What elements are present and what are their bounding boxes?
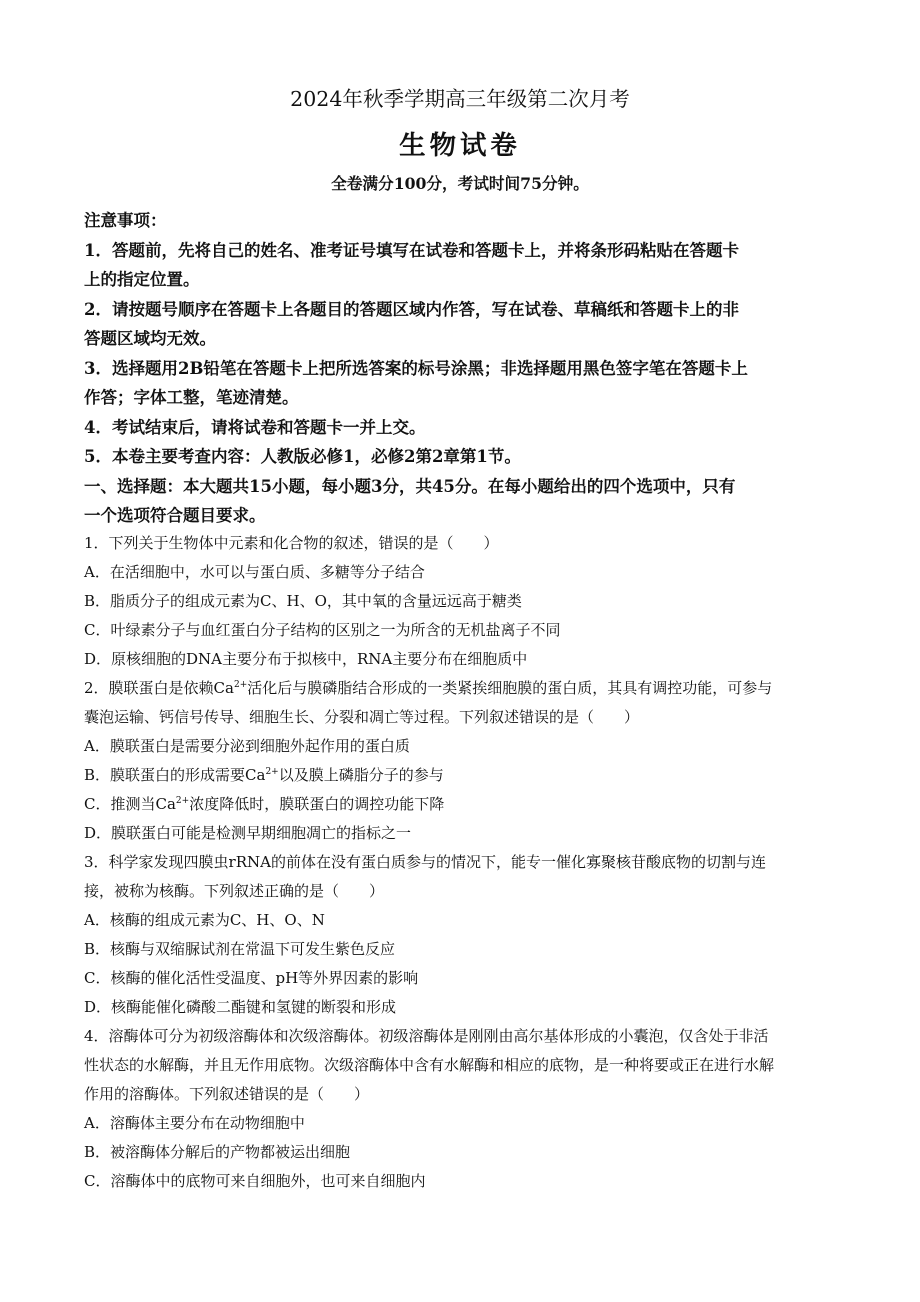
exam-title: 2024年秋季学期高三年级第二次月考 <box>290 87 630 111</box>
superscript: 2+ <box>265 767 279 777</box>
notes-line: 3．选择题用2B铅笔在答题卡上把所选答案的标号涂黑；非选择题用黑色签字笔在答题卡上 <box>84 359 748 378</box>
question-3-stem: 接，被称为核酶。下列叙述正确的是（ ） <box>84 882 385 900</box>
question-2-option-d: D．膜联蛋白可能是检测早期细胞凋亡的指标之一 <box>84 824 412 842</box>
exam-meta: 全卷满分100分，考试时间75分钟。 <box>331 174 589 193</box>
section-heading: 一、选择题：本大题共15小题，每小题3分，共45分。在每小题给出的四个选项中，只有 <box>84 477 736 496</box>
question-3-stem: 3．科学家发现四膜虫rRNA的前体在没有蛋白质参与的情况下，能专一催化寡聚核苷酸底物的切割与连 <box>84 853 766 871</box>
notes-line: 5．本卷主要考查内容：人教版必修1，必修2第2章第1节。 <box>84 447 521 466</box>
notes-line: 答题区域均无效。 <box>84 329 216 348</box>
superscript: 2+ <box>175 796 190 806</box>
superscript: 2+ <box>233 680 248 690</box>
notes-line: 作答；字体工整，笔迹清楚。 <box>84 388 299 407</box>
question-4-stem: 性状态的水解酶，并且无作用底物。次级溶酶体中含有水解酶和相应的底物，是一种将要或正在进行水解 <box>84 1056 775 1074</box>
question-1-option-d: D．原核细胞的DNA主要分布于拟核中，RNA主要分布在细胞质中 <box>84 650 528 668</box>
question-1-option-a: A．在活细胞中，水可以与蛋白质、多糖等分子结合 <box>84 563 425 581</box>
question-1-option-b: B．脂质分子的组成元素为C、H、O，其中氧的含量远远高于糖类 <box>84 592 522 610</box>
option-text: C．推测当Ca <box>84 795 176 813</box>
question-1-option-c: C．叶绿素分子与血红蛋白分子结构的区别之一为所含的无机盐离子不同 <box>84 621 561 639</box>
question-3-option-a: A．核酶的组成元素为C、H、O、N <box>84 911 325 929</box>
question-3-option-d: D．核酶能催化磷酸二酯键和氢键的断裂和形成 <box>84 998 397 1016</box>
question-2-stem <box>84 677 772 698</box>
question-3-option-c: C．核酶的催化活性受温度、pH等外界因素的影响 <box>84 969 419 987</box>
notes-line: 上的指定位置。 <box>84 270 200 289</box>
option-text: 以及膜上磷脂分子的参与 <box>278 766 444 784</box>
question-4-option-a: A．溶酶体主要分布在动物细胞中 <box>84 1114 305 1132</box>
notes-heading: 注意事项： <box>84 211 167 230</box>
question-2-option-a: A．膜联蛋白是需要分泌到细胞外起作用的蛋白质 <box>84 737 410 755</box>
question-2-option-b <box>84 764 444 785</box>
question-4-option-b: B．被溶酶体分解后的产物都被运出细胞 <box>84 1143 351 1161</box>
notes-line: 2．请按题号顺序在答题卡上各题目的答题区域内作答，写在试卷、草稿纸和答题卡上的非 <box>84 300 739 319</box>
question-4-stem: 4．溶酶体可分为初级溶酶体和次级溶酶体。初级溶酶体是刚刚由高尔基体形成的小囊泡，仅含处于非活 <box>84 1027 769 1045</box>
section-heading: 一个选项符合题目要求。 <box>84 506 266 525</box>
notes-line: 4．考试结束后，请将试卷和答题卡一并上交。 <box>84 418 426 437</box>
option-text: 浓度降低时，膜联蛋白的调控功能下降 <box>189 795 445 813</box>
question-4-option-c: C．溶酶体中的底物可来自细胞外，也可来自细胞内 <box>84 1172 426 1190</box>
stem-text: 2．膜联蛋白是依赖Ca <box>84 679 234 697</box>
notes-line: 1．答题前，先将自己的姓名、准考证号填写在试卷和答题卡上，并将条形码粘贴在答题卡 <box>84 241 739 260</box>
stem-text: 活化后与膜磷脂结合形成的一类紧挨细胞膜的蛋白质，其具有调控功能，可参与 <box>247 679 773 697</box>
question-4-stem: 作用的溶酶体。下列叙述错误的是（ ） <box>84 1085 370 1103</box>
question-2-option-c <box>84 793 444 814</box>
question-3-option-b: B．核酶与双缩脲试剂在常温下可发生紫色反应 <box>84 940 396 958</box>
question-1-stem: 1．下列关于生物体中元素和化合物的叙述，错误的是（ ） <box>84 534 499 552</box>
question-2-stem: 囊泡运输、钙信号传导、细胞生长、分裂和凋亡等过程。下列叙述错误的是（ ） <box>84 708 640 726</box>
option-text: B．膜联蛋白的形成需要Ca <box>84 766 266 784</box>
subject-title: 生物试卷 <box>399 130 521 161</box>
